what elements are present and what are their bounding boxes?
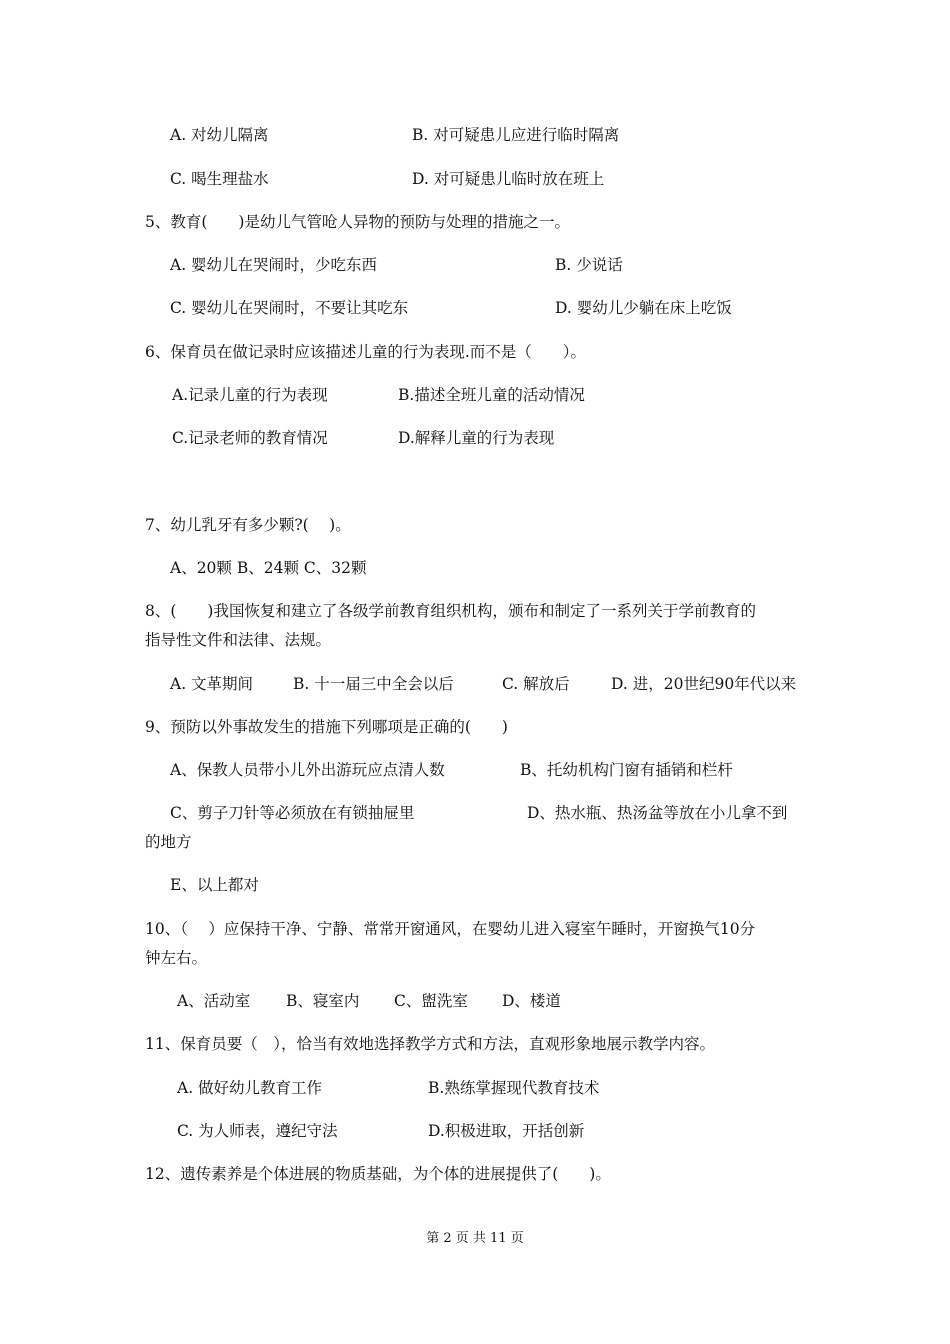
q11-option-c: C. 为人师表，遵纪守法 xyxy=(177,1122,338,1140)
q10-option-c: C、盥洗室 xyxy=(394,992,468,1010)
q8-option-d: D. 进，20世纪90年代以来 xyxy=(611,675,797,693)
q8-option-a: A. 文革期间 xyxy=(170,675,254,693)
q8-option-c: C. 解放后 xyxy=(502,675,570,693)
q9-option-a: A、保教人员带小儿外出游玩应点清人数 xyxy=(170,761,445,779)
q9-stem: 9、预防以外事故发生的措施下列哪项是正确的( ) xyxy=(145,718,508,736)
q4-option-c: C. 喝生理盐水 xyxy=(170,170,269,188)
q10-option-a: A、活动室 xyxy=(177,992,251,1010)
q9-option-d-line2: 的地方 xyxy=(145,833,192,851)
q4-option-d: D. 对可疑患儿临时放在班上 xyxy=(412,170,605,188)
q6-option-a: A.记录儿童的行为表现 xyxy=(172,386,328,404)
q4-option-b: B. 对可疑患儿应进行临时隔离 xyxy=(412,126,620,144)
page-number-footer: 第 2 页 共 11 页 xyxy=(426,1231,524,1246)
q6-option-c: C.记录老师的教育情况 xyxy=(172,429,328,447)
q10-stem-line1: 10、（ ）应保持干净、宁静、常常开窗通风，在婴幼儿进入寝室午睡时，开窗换气10分 xyxy=(145,920,756,938)
q6-option-b: B.描述全班儿童的活动情况 xyxy=(398,386,585,404)
q9-option-c: C、剪子刀针等必须放在有锁抽屉里 xyxy=(170,804,415,822)
q10-stem-line2: 钟左右。 xyxy=(145,949,208,967)
q9-option-b: B、托幼机构门窗有插销和栏杆 xyxy=(520,761,733,779)
q11-stem: 11、保育员要（ ），恰当有效地选择教学方式和方法，直观形象地展示教学内容。 xyxy=(145,1035,715,1053)
q8-stem-line1: 8、( )我国恢复和建立了各级学前教育组织机构，颁布和制定了一系列关于学前教育的 xyxy=(145,602,756,620)
q6-stem: 6、保育员在做记录时应该描述儿童的行为表现.而不是（ ）。 xyxy=(145,343,587,361)
q8-stem-line2: 指导性文件和法律、法规。 xyxy=(145,631,332,649)
q5-option-a: A. 婴幼儿在哭闹时，少吃东西 xyxy=(170,256,378,274)
q5-option-b: B. 少说话 xyxy=(555,256,623,274)
q5-option-c: C. 婴幼儿在哭闹时，不要让其吃东 xyxy=(170,299,409,317)
q10-option-d: D、楼道 xyxy=(502,992,561,1010)
q9-option-e: E、以上都对 xyxy=(170,876,259,894)
q6-option-d: D.解释儿童的行为表现 xyxy=(398,429,555,447)
q5-stem: 5、教育( )是幼儿气管呛人异物的预防与处理的措施之一。 xyxy=(145,213,570,231)
q4-option-a: A. 对幼儿隔离 xyxy=(170,126,269,144)
q9-option-d-line1: D、热水瓶、热汤盆等放在小儿拿不到 xyxy=(527,804,788,822)
q7-options: A、20颗 B、24颗 C、32颗 xyxy=(170,559,367,577)
q7-stem: 7、幼儿乳牙有多少颗?( )。 xyxy=(145,516,351,534)
q12-stem: 12、遗传素养是个体进展的物质基础，为个体的进展提供了( )。 xyxy=(145,1165,611,1183)
q5-option-d: D. 婴幼儿少躺在床上吃饭 xyxy=(555,299,732,317)
q11-option-b: B.熟练掌握现代教育技术 xyxy=(428,1079,600,1097)
q11-option-a: A. 做好幼儿教育工作 xyxy=(177,1079,323,1097)
q10-option-b: B、寝室内 xyxy=(286,992,360,1010)
q11-option-d: D.积极进取，开括创新 xyxy=(428,1122,585,1140)
q8-option-b: B. 十一届三中全会以后 xyxy=(293,675,454,693)
